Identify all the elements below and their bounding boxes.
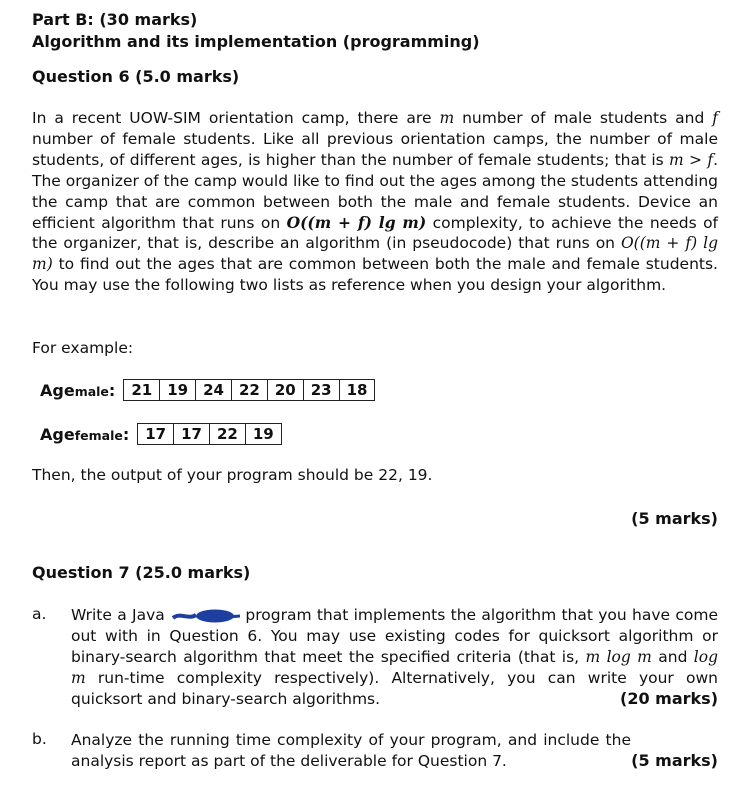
male-age-cell: 24: [196, 380, 232, 401]
example-output: Then, the output of your program should be 22, 19.: [32, 466, 433, 484]
female-age-cell: 19: [245, 424, 281, 445]
redaction-scribble: [170, 608, 240, 624]
female-ages-table: [137, 423, 282, 445]
question-7a-label: a.: [32, 605, 47, 623]
question-7a-body: Write a Java program that implements the algorithm that you have come out with in Question 6. You may use existing codes for quicksort algorithm or binary-search algorithm that meet the specified criteria (that is, m log m and log m run-time complexity respectively). Alternatively, you can write your own quicksort and binary-search algorithms.: [71, 606, 719, 708]
female-age-cell: 17: [174, 424, 210, 445]
part-title: Part B: (30 marks): [32, 10, 198, 29]
question-7-title: Question 7 (25.0 marks): [32, 563, 251, 582]
question-6-marks: (5 marks): [631, 509, 718, 528]
male-age-cell: 22: [231, 380, 267, 401]
male-age-cell: 18: [339, 380, 375, 401]
female-ages-row: [40, 423, 282, 445]
female-age-cell: 22: [209, 424, 245, 445]
male-ages-label: Agemale:: [40, 380, 116, 400]
female-ages-label: Agefemale:: [40, 424, 130, 444]
question-7b-marks: (5 marks): [631, 751, 718, 770]
question-6-title: Question 6 (5.0 marks): [32, 67, 240, 86]
example-label: For example:: [32, 339, 134, 357]
question-6-body: In a recent UOW-SIM orientation camp, there are m number of male students and f number of female students. Like all previous orientation camps, the number of male students, of different ages, is higher than the number of female students; that is m > f. The organizer of the camp would like to find out the ages among the students attending the camp that are common between both the male and female students. Device an efficient algorithm that runs on O((m + f) lg m) complexity, to achieve the needs of the organizer, that is, describe an algorithm (in pseudocode) that runs on O((m + f) lg m) to find out the ages that are common between both the male and female students. You may use the following two lists as reference when you design your algorithm.: [32, 109, 719, 295]
male-age-cell: 23: [303, 380, 339, 401]
male-ages-row: [40, 379, 375, 401]
male-ages-table: [123, 379, 375, 401]
male-age-cell: 21: [124, 380, 160, 401]
part-subtitle: Algorithm and its implementation (programming): [32, 32, 480, 51]
question-7b-label: b.: [32, 730, 47, 748]
question-7b-body: Analyze the running time complexity of your program, and include the analysis report as part of the deliverable for Question 7.: [71, 731, 631, 770]
female-age-cell: 17: [138, 424, 174, 445]
male-age-cell: 20: [267, 380, 303, 401]
male-age-cell: 19: [160, 380, 196, 401]
question-7a-marks: (20 marks): [620, 689, 718, 708]
